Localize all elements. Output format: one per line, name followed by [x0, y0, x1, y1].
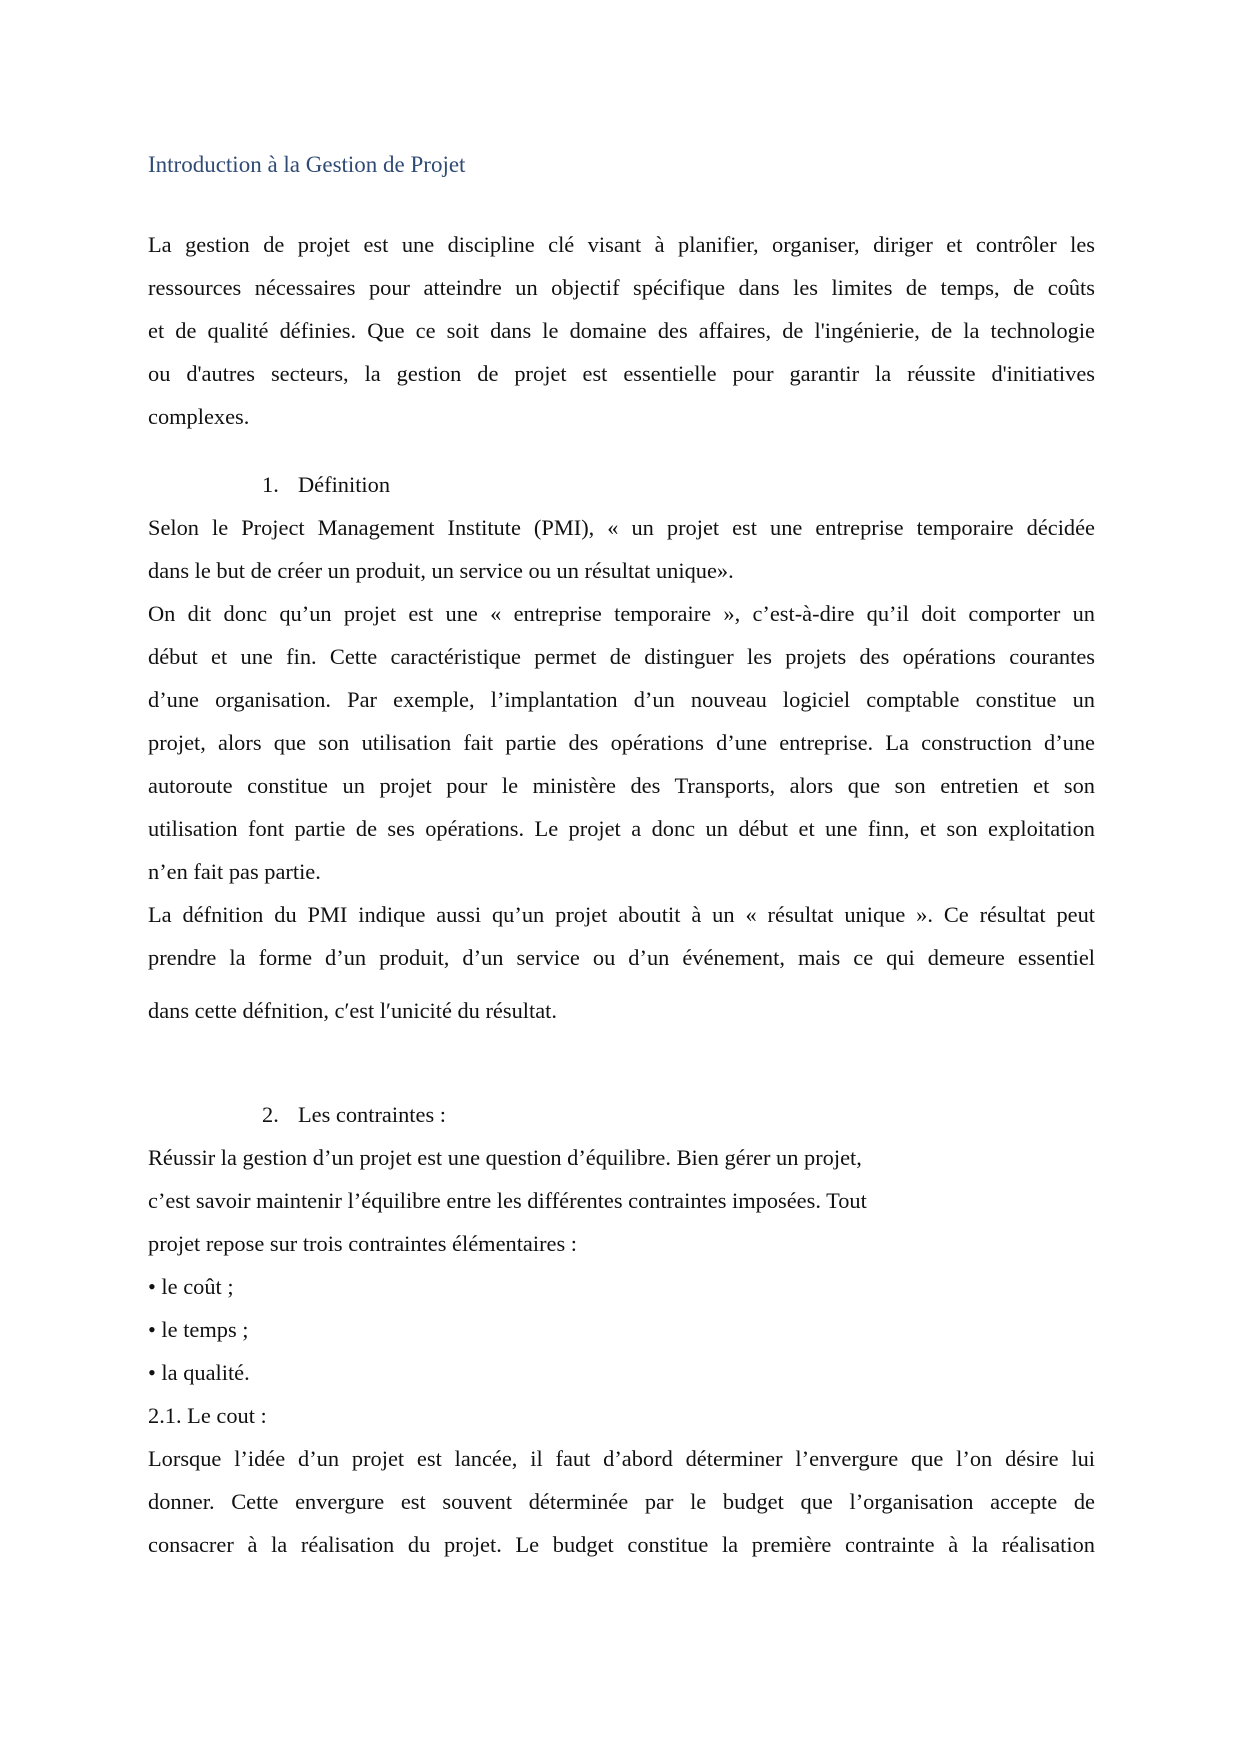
contraintes-paragraph — [148, 1136, 1095, 1566]
section-heading-contraintes — [262, 1093, 446, 1136]
section-number: 1. — [262, 472, 279, 497]
paragraph-line: début et une fin. Cette caractéristique permet de distinguer les projets des opérations courantes — [148, 644, 1095, 669]
bullet-item: • le coût ; — [148, 1274, 234, 1299]
paragraph-line: et de qualité définies. Que ce soit dans le domaine des affaires, de l'ingénierie, de la technologie — [148, 318, 1095, 343]
paragraph-line: c’est savoir maintenir l’équilibre entre les différentes contraintes imposées. Tout — [148, 1188, 867, 1213]
section-title: Les contraintes : — [298, 1102, 446, 1127]
paragraph-line: La gestion de projet est une discipline clé visant à planifier, organiser, diriger et contrôler les — [148, 232, 1095, 257]
paragraph-line: Réussir la gestion d’un projet est une question d’équilibre. Bien gérer un projet, — [148, 1145, 862, 1170]
paragraph-line: ressources nécessaires pour atteindre un objectif spécifique dans les limites de temps, de coûts — [148, 275, 1095, 300]
section-number: 2. — [262, 1102, 279, 1127]
paragraph-line: projet, alors que son utilisation fait partie des opérations d’une entreprise. La construction d’une — [148, 730, 1095, 755]
paragraph-line: projet repose sur trois contraintes élémentaires : — [148, 1231, 578, 1256]
paragraph-line: La défnition du PMI indique aussi qu’un projet aboutit à un « résultat unique ». Ce résultat peut — [148, 902, 1095, 927]
paragraph-line: dans cette défnition, c′est l′unicité du résultat. — [148, 998, 557, 1023]
definition-paragraph — [148, 506, 1095, 1032]
paragraph-line: prendre la forme d’un produit, d’un service ou d’un événement, mais ce qui demeure essentiel — [148, 945, 1095, 970]
paragraph-line: n’en fait pas partie. — [148, 859, 321, 884]
paragraph-line: consacrer à la réalisation du projet. Le budget constitue la première contrainte à la réalisation — [148, 1532, 1095, 1557]
paragraph-line: Lorsque l’idée d’un projet est lancée, il faut d’abord déterminer l’envergure que l’on désire lui — [148, 1446, 1095, 1471]
subsection-heading: 2.1. Le cout : — [148, 1403, 267, 1428]
paragraph-line: ou d'autres secteurs, la gestion de projet est essentielle pour garantir la réussite d'initiatives — [148, 361, 1095, 386]
bullet-item: • la qualité. — [148, 1360, 250, 1385]
paragraph-line: d’une organisation. Par exemple, l’implantation d’un nouveau logiciel comptable constitue un — [148, 687, 1095, 712]
intro-paragraph — [148, 223, 1095, 438]
paragraph-line: utilisation font partie de ses opérations. Le projet a donc un début et une finn, et son exploitation — [148, 816, 1095, 841]
bullet-item: • le temps ; — [148, 1317, 249, 1342]
paragraph-line: dans le but de créer un produit, un service ou un résultat unique». — [148, 558, 734, 583]
paragraph-line: On dit donc qu’un projet est une « entreprise temporaire », c’est-à-dire qu’il doit comporter un — [148, 601, 1095, 626]
paragraph-line: complexes. — [148, 404, 250, 429]
section-title: Définition — [298, 472, 391, 497]
document-title: Introduction à la Gestion de Projet — [148, 152, 466, 177]
paragraph-line: donner. Cette envergure est souvent déterminée par le budget que l’organisation accepte de — [148, 1489, 1095, 1514]
paragraph-line: Selon le Project Management Institute (PMI), « un projet est une entreprise temporaire décidée — [148, 515, 1095, 540]
section-heading-definition — [262, 463, 390, 506]
paragraph-line: autoroute constitue un projet pour le ministère des Transports, alors que son entretien et son — [148, 773, 1095, 798]
